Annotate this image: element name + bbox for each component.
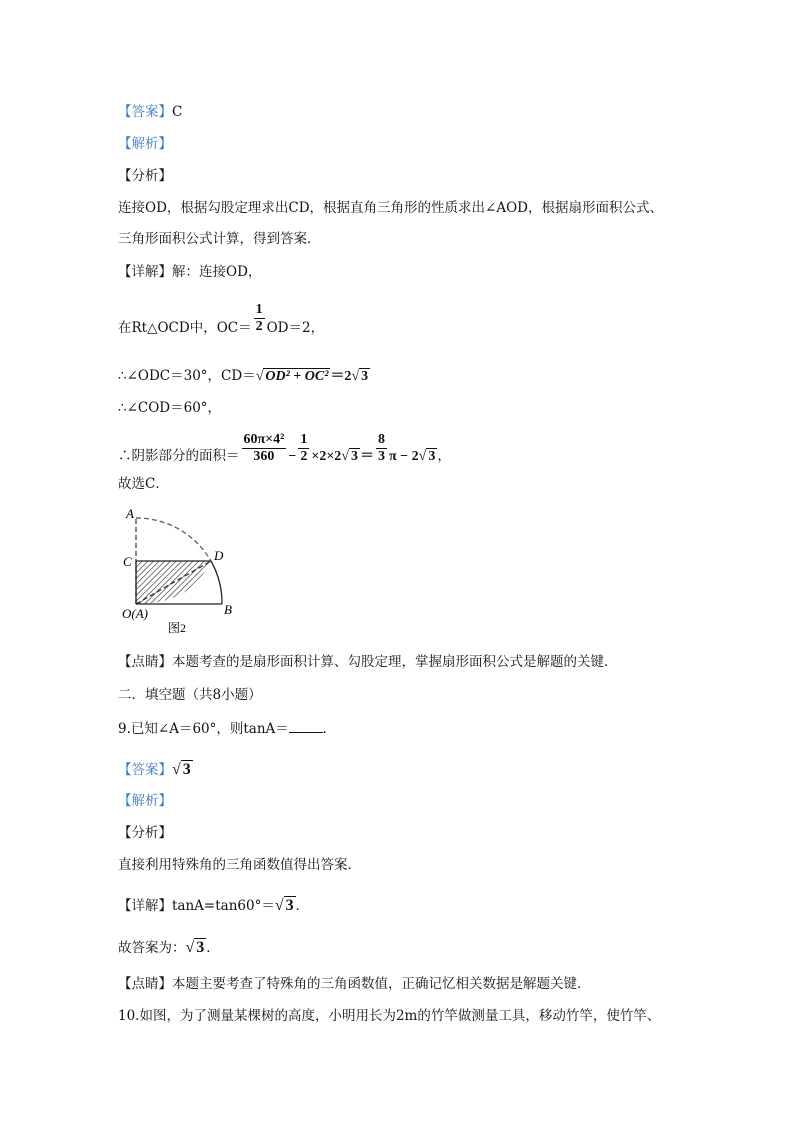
answer-tag: 【答案】 xyxy=(118,762,172,778)
fraction-sector xyxy=(242,432,287,465)
frac-num: 1 xyxy=(300,432,308,447)
step-2-result: ＝2 xyxy=(330,369,352,384)
detail-tag: 【详解】 xyxy=(118,898,172,914)
q9-answer-line xyxy=(118,760,193,780)
q8-dianjing xyxy=(118,652,618,672)
label-d: D xyxy=(214,548,224,563)
dianjing-text: 本题考查的是扇形面积计算、勾股定理，掌握扇形面积公式是解题的关键． xyxy=(172,654,618,670)
sqrt-radicand: 3 xyxy=(428,449,436,464)
step-3: ∴∠COD＝60°， xyxy=(118,400,222,416)
dianjing-tag: 【点睛】 xyxy=(118,976,172,992)
step-1 xyxy=(118,302,325,345)
final-end: ． xyxy=(206,940,220,956)
analysis-tag: 【解析】 xyxy=(118,136,172,152)
equals-sign: ＝ xyxy=(360,449,374,464)
fenxi-tag: 【分析】 xyxy=(118,825,172,841)
label-c: C xyxy=(123,554,132,569)
q9-detail xyxy=(118,896,309,916)
sqrt-three: √ 3 xyxy=(185,939,205,956)
step-1-prefix: 在Rt△OCD中，OC＝ xyxy=(118,320,252,336)
sqrt-expression: √ OD² + OC² xyxy=(255,369,329,384)
frac-den: 360 xyxy=(253,449,275,464)
q9-question xyxy=(118,718,336,739)
frac-den: 2 xyxy=(255,319,263,334)
sqrt-radicand: 3 xyxy=(285,897,294,914)
detail-text: 解：连接OD， xyxy=(172,264,262,280)
answer-tag: 【答案】 xyxy=(118,104,172,120)
sqrt-radicand: 3 xyxy=(196,939,205,956)
answer-blank xyxy=(289,718,323,733)
choose-line: 故选C． xyxy=(118,476,169,492)
sqrt-radicand: OD² + OC² xyxy=(265,369,329,384)
sqrt-radicand: 3 xyxy=(182,761,191,778)
frac-den: 3 xyxy=(378,449,385,464)
answer-value: C xyxy=(172,104,183,120)
q10-question: 10.如图，为了测量某棵树的高度，小明用长为2m的竹竿做测量工具，移动竹竿，使竹竿、 xyxy=(118,1008,661,1024)
q8-answer-line xyxy=(118,102,182,122)
dashed-arc xyxy=(136,518,211,561)
geometry-figure xyxy=(118,500,248,640)
q9-dianjing xyxy=(118,974,591,994)
frac-num: 8 xyxy=(378,432,385,447)
sqrt-three: √ 3 xyxy=(274,897,294,914)
label-a: A xyxy=(126,506,134,521)
q9-question-end: ． xyxy=(322,721,337,737)
sqrt-three-radicand: 3 xyxy=(361,369,369,384)
fenxi-tag: 【分析】 xyxy=(118,168,172,184)
frac-num: 60π×4² xyxy=(243,432,285,447)
detail-line xyxy=(118,262,261,282)
label-o: O(A) xyxy=(122,606,148,621)
analysis-tag: 【解析】 xyxy=(118,793,172,809)
step-4 xyxy=(118,432,451,473)
sqrt-three: √ 3 xyxy=(341,449,358,464)
minus-sign: − xyxy=(288,449,297,464)
solid-arc xyxy=(211,561,222,604)
final-prefix: 故答案为： xyxy=(118,940,186,956)
fenxi-line-2: 三角形面积公式计算，得到答案． xyxy=(118,231,321,247)
fraction-one-half xyxy=(254,302,265,335)
fenxi-line-1: 连接OD，根据勾股定理求出CD，根据直角三角形的性质求出∠AOD，根据扇形面积公式、 xyxy=(118,200,663,216)
sqrt-three: √ 3 xyxy=(418,449,436,464)
fraction-half xyxy=(298,432,309,465)
figure-caption: 图2 xyxy=(168,621,187,635)
q9-final xyxy=(118,938,220,958)
sqrt-radicand: 3 xyxy=(351,449,358,464)
q9-question-text: 9.已知∠A＝60°，则tanA＝ xyxy=(118,721,289,737)
frac-den: 2 xyxy=(300,449,308,464)
detail-end: ． xyxy=(295,898,310,914)
times-expression: ×2×2 xyxy=(311,449,342,464)
step-2 xyxy=(118,366,370,387)
pi-minus: π − 2 xyxy=(389,449,419,464)
sqrt-three: √ 3 xyxy=(172,761,191,778)
section-title: 二．填空题（共8小题） xyxy=(118,687,262,703)
detail-text: tanA=tan60°＝ xyxy=(172,898,275,914)
detail-tag: 【详解】 xyxy=(118,264,172,280)
step-1-suffix: OD＝2， xyxy=(266,320,325,336)
step-4-prefix: ∴阴影部分的面积＝ xyxy=(118,448,240,464)
frac-num: 1 xyxy=(255,302,263,317)
step-2-prefix: ∴∠ODC＝30°，CD＝ xyxy=(118,368,256,384)
dianjing-tag: 【点睛】 xyxy=(118,654,172,670)
sqrt-three: √ 3 xyxy=(351,369,369,384)
comma: ， xyxy=(437,448,451,464)
dianjing-text: 本题主要考查了特殊角的三角函数值，正确记忆相关数据是解题关键． xyxy=(172,976,591,992)
fenxi-text: 直接利用特殊角的三角函数值得出答案． xyxy=(118,857,361,873)
label-b: B xyxy=(224,602,232,617)
fraction-eight-thirds xyxy=(376,432,387,465)
